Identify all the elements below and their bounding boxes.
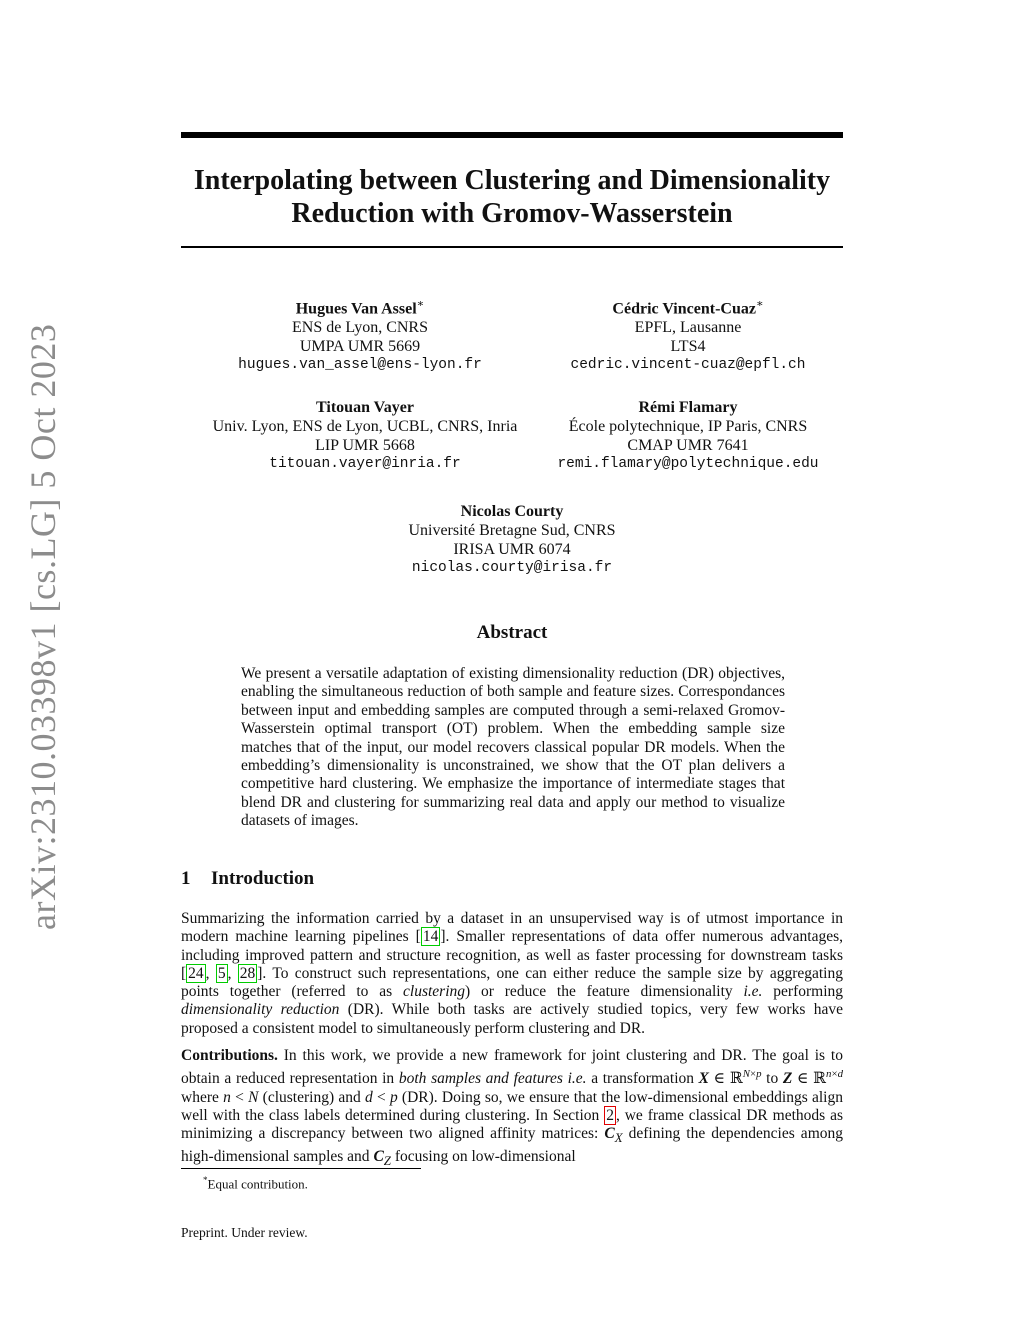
author-name: Titouan Vayer	[316, 399, 414, 416]
contributions-label: Contributions.	[181, 1047, 278, 1064]
author-lab: UMPA UMR 5669	[299, 338, 421, 356]
section-heading	[181, 868, 314, 890]
author-lab: CMAP UMR 7641	[627, 437, 749, 454]
author-lab: LTS4	[670, 338, 706, 356]
author-affiliation: Univ. Lyon, ENS de Lyon, UCBL, CNRS, Inria	[212, 418, 518, 435]
equal-contribution-mark: ∗	[416, 298, 425, 310]
footnote-mark: *	[203, 1175, 208, 1185]
section-number: 1	[181, 868, 191, 889]
author-name: Cédric Vincent-Cuaz	[612, 300, 756, 318]
author-name: Hugues Van Assel	[295, 300, 417, 318]
footnote-text: Equal contribution.	[207, 1176, 308, 1192]
author-lab: LIP UMR 5668	[315, 437, 415, 454]
author-email[interactable]: titouan.vayer@inria.fr	[269, 456, 461, 472]
author-lab: IRISA UMR 6074	[453, 541, 571, 558]
equal-contribution-mark: ∗	[755, 298, 764, 310]
author-affiliation: École polytechnique, IP Paris, CNRS	[568, 418, 808, 435]
section-title: Introduction	[211, 868, 315, 889]
citation-link[interactable]: 28	[239, 964, 256, 982]
author-name: Rémi Flamary	[638, 399, 738, 416]
section-link[interactable]: 2	[606, 1107, 614, 1125]
arxiv-stamp: arXiv:2310.03398v1 [cs.LG] 5 Oct 2023	[23, 323, 63, 930]
abstract-heading: Abstract	[476, 622, 548, 643]
citation-link[interactable]: 14	[422, 928, 439, 946]
title-line-2: Reduction with Gromov-Wasserstein	[291, 198, 733, 229]
author-block	[220, 295, 500, 375]
title-line-1: Interpolating between Clustering and Dimensionality	[193, 165, 831, 196]
author-block	[528, 295, 848, 375]
citation-link[interactable]: 5	[217, 964, 226, 982]
contributions-paragraph: Contributions. In this work, we provide a new framework for joint clustering and DR. The goal is to obtain a reduced representation in both samples and features i.e. a transformation X ∈ ℝ$^{N\times p}$ to Z ∈ ℝ$^{n\times d}$ where n < N (clustering) and d < p (DR). Doing so, we ensure that the low-dimensional embeddings align well with the class labels determined during clustering. In Section 2 , we frame classical DR methods as minimizing a discrepancy between two aligned affinity matrices: $C_X$ defining the dependencies among high-dimensional samples and $C_Z$ focusing on low-dimensional	[181, 1047, 843, 1168]
author-affiliation: ENS de Lyon, CNRS	[291, 319, 428, 337]
author-block	[362, 502, 662, 578]
author-email[interactable]: nicolas.courty@irisa.fr	[411, 560, 613, 576]
citation-link[interactable]: 24	[188, 964, 204, 982]
paper-title	[181, 164, 843, 230]
author-affiliation: Université Bretagne Sud, CNRS	[408, 522, 616, 539]
footnote	[203, 1175, 308, 1192]
page-footer: Preprint. Under review.	[181, 1225, 308, 1240]
title-top-rule	[181, 132, 843, 138]
intro-paragraph: Summarizing the information carried by a dataset in an unsupervised way is of utmost importance in modern machine learning pipelines [ 14 ]. Smaller representations of data offer numerous advantages, including improved pattern and structure recognition, as well as faster processing for downstream tasks [ 24 , 5 , 28 ]. To construct such representations, one can either reduce the sample size by aggregating points together (referred to as clustering) or reduce the feature dimensionality i.e. performing dimensionality reduction (DR). While both tasks are actively studied topics, very few works have proposed a consistent model to simultaneously perform clustering and DR.	[181, 910, 843, 1037]
title-bottom-rule	[181, 246, 843, 248]
author-email[interactable]: remi.flamary@polytechnique.edu	[557, 456, 819, 472]
footnote-rule	[181, 1168, 421, 1169]
abstract-text: We present a versatile adaptation of existing dimensionality reduction (DR) objectives, enabling the simultaneous reduction of both sample and feature sizes. Correspondances between input and embedding samples are computed through a semi-relaxed Gromov-Wasserstein optimal transport (OT) problem. When the embedding sample size matches that of the input, our model recovers classical popular DR models. When the embedding’s dimensionality is unconstrained, we show that the OT plan delivers a competitive hard clustering. We emphasize the importance of intermediate stages that blend DR and clustering for summarizing real data and apply our method to visualize datasets of images.	[241, 665, 785, 830]
author-name: Nicolas Courty	[460, 503, 564, 520]
author-block	[195, 398, 535, 474]
author-block	[538, 398, 838, 474]
author-email[interactable]: cedric.vincent-cuaz@epfl.ch	[570, 357, 806, 374]
author-email[interactable]: hugues.van_assel@ens-lyon.fr	[238, 357, 482, 374]
author-affiliation: EPFL, Lausanne	[634, 319, 742, 337]
